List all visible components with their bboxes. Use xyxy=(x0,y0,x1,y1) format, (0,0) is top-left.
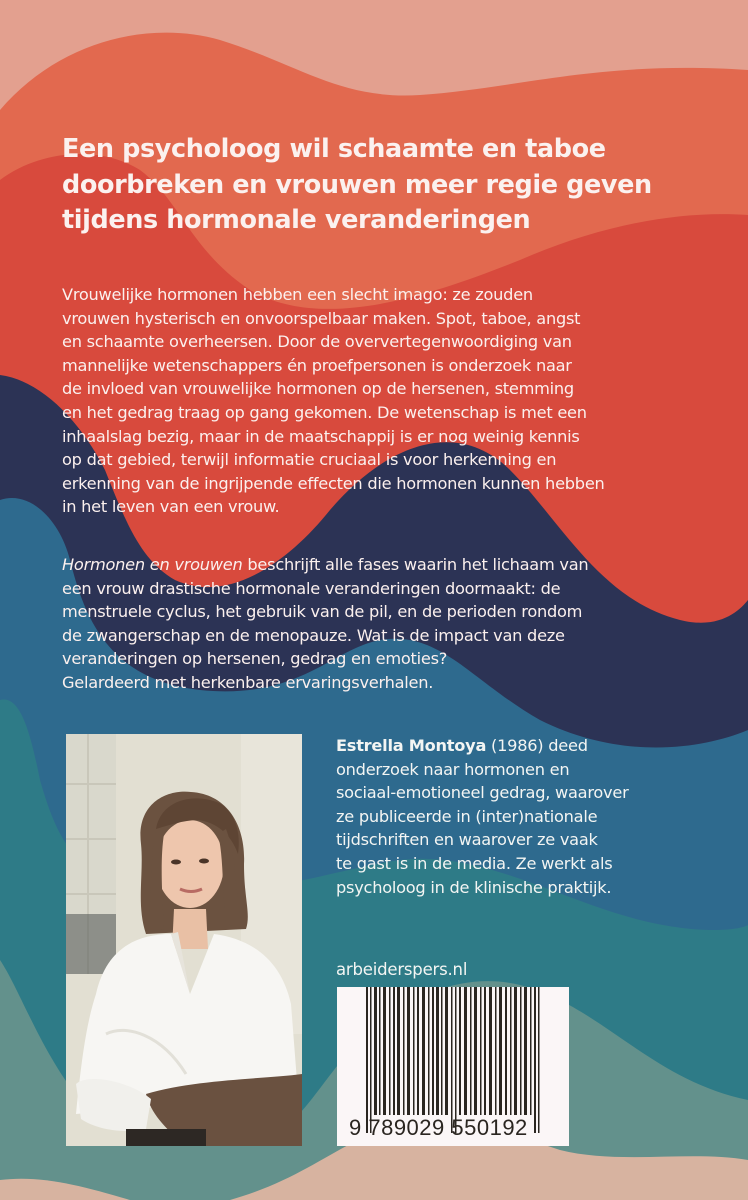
isbn-number: 9 789029 550192 xyxy=(349,1115,528,1140)
text-line: de invloed van vrouwelijke hormonen op de hersenen, stemming xyxy=(62,379,574,399)
text-line: te gast is in de media. Ze werkt als xyxy=(336,853,613,873)
text-line: en schaamte overheersen. Door de oververtegenwoordiging van xyxy=(62,332,572,352)
author-photo xyxy=(66,734,302,1146)
text-line: tijdschriften en waarover ze vaak xyxy=(336,830,598,850)
text-line: onderzoek naar hormonen en xyxy=(336,759,570,779)
text-line: een vrouw drastische hormonale veranderingen doormaakt: de xyxy=(62,578,561,598)
headline-line: tijdens hormonale veranderingen xyxy=(62,205,531,235)
publisher-website-link[interactable]: arbeiderspers.nl xyxy=(336,960,468,979)
text-line: sociaal-emotioneel gedrag, waarover xyxy=(336,783,629,803)
headline-line: Een psycholoog wil schaamte en taboe xyxy=(62,134,606,164)
text-line xyxy=(336,734,736,758)
blurb-paragraph-1 xyxy=(62,283,702,519)
book-title: Hormonen en vrouwen xyxy=(62,555,243,574)
headline-line: doorbreken en vrouwen meer regie geven xyxy=(62,169,652,200)
text-line: vrouwen hysterisch en onvoorspelbaar maken. Spot, taboe, angst xyxy=(62,308,581,328)
portrait-illustration xyxy=(66,734,302,1146)
text-line: in het leven van een vrouw. xyxy=(62,497,280,517)
text-line: inhaalslag bezig, maar in de maatschappij is er nog weinig kennis xyxy=(62,426,580,446)
text-line: erkenning van de ingrijpende effecten die hormonen kunnen hebben xyxy=(62,473,605,493)
text-line: menstruele cyclus, het gebruik van de pil, en de perioden rondom xyxy=(62,602,583,622)
isbn-barcode xyxy=(337,987,569,1146)
author-name: Estrella Montoya xyxy=(336,736,487,755)
text-line: psycholoog in de klinische praktijk. xyxy=(336,877,612,897)
text-line: veranderingen op hersenen, gedrag en emoties? xyxy=(62,649,448,669)
cover-headline xyxy=(62,132,712,239)
text-line: en het gedrag traag op gang gekomen. De wetenschap is met een xyxy=(62,402,587,422)
text-fragment: (1986) deed xyxy=(486,736,588,755)
text-line: de zwangerschap en de menopauze. Wat is de impact van deze xyxy=(62,625,565,645)
author-bio xyxy=(336,734,736,899)
text-fragment: beschrijft alle fases waarin het lichaam van xyxy=(242,555,589,574)
blurb-paragraph-2 xyxy=(62,553,702,695)
text-line: Vrouwelijke hormonen hebben een slecht imago: ze zouden xyxy=(62,285,533,304)
text-line: op dat gebied, terwijl informatie cruciaal is voor herkenning en xyxy=(62,450,557,470)
text-line: mannelijke wetenschappers én proefpersonen is onderzoek naar xyxy=(62,355,572,375)
text-line: ze publiceerde in (inter)nationale xyxy=(336,806,598,826)
text-line: Gelardeerd met herkenbare ervaringsverhalen. xyxy=(62,672,434,692)
text-line xyxy=(62,553,702,577)
